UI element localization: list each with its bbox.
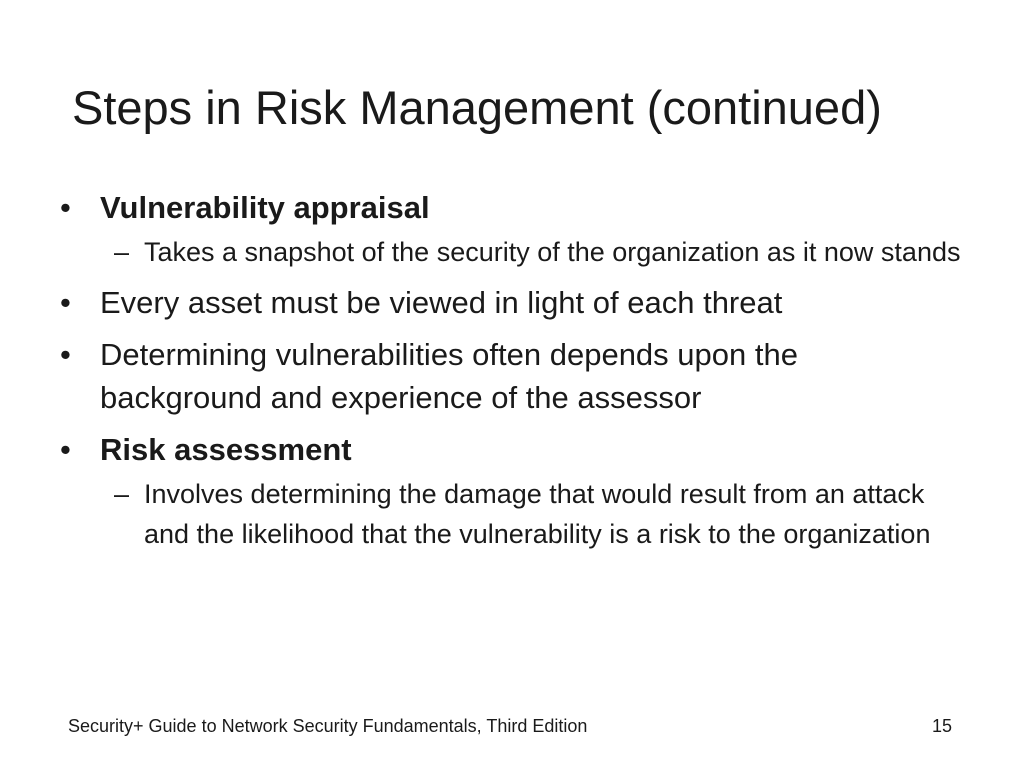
sub-bullet-text: Involves determining the damage that would result from an attack and the likelihood that the vulnerability is a risk to the organization (144, 479, 931, 549)
sub-bullet-list (100, 474, 966, 554)
slide-title: Steps in Risk Management (continued) (72, 81, 882, 134)
bullet-icon: • (60, 337, 71, 372)
bullet-text: Determining vulnerabilities often depends upon the background and experience of the assessor (100, 337, 798, 415)
sub-bullet-item (100, 474, 966, 554)
sub-bullet-item (100, 232, 966, 272)
dash-icon: – (114, 479, 130, 509)
bullet-icon: • (60, 285, 71, 320)
sub-bullet-list (100, 232, 966, 272)
sub-bullet-text: Takes a snapshot of the security of the organization as it now stands (144, 237, 961, 267)
bullet-item (56, 333, 966, 419)
bullet-text: Vulnerability appraisal (100, 190, 430, 225)
page-number: 15 (931, 716, 952, 736)
bullet-list (56, 186, 966, 563)
bullet-icon: • (60, 190, 71, 225)
footer-book-title: Security+ Guide to Network Security Fundamentals, Third Edition (68, 716, 588, 736)
bullet-item (56, 186, 966, 272)
bullet-item (56, 428, 966, 554)
bullet-text: Risk assessment (100, 432, 352, 467)
dash-icon: – (114, 237, 130, 267)
bullet-icon: • (60, 432, 71, 467)
bullet-text: Every asset must be viewed in light of each threat (100, 285, 783, 320)
bullet-item (56, 281, 966, 324)
